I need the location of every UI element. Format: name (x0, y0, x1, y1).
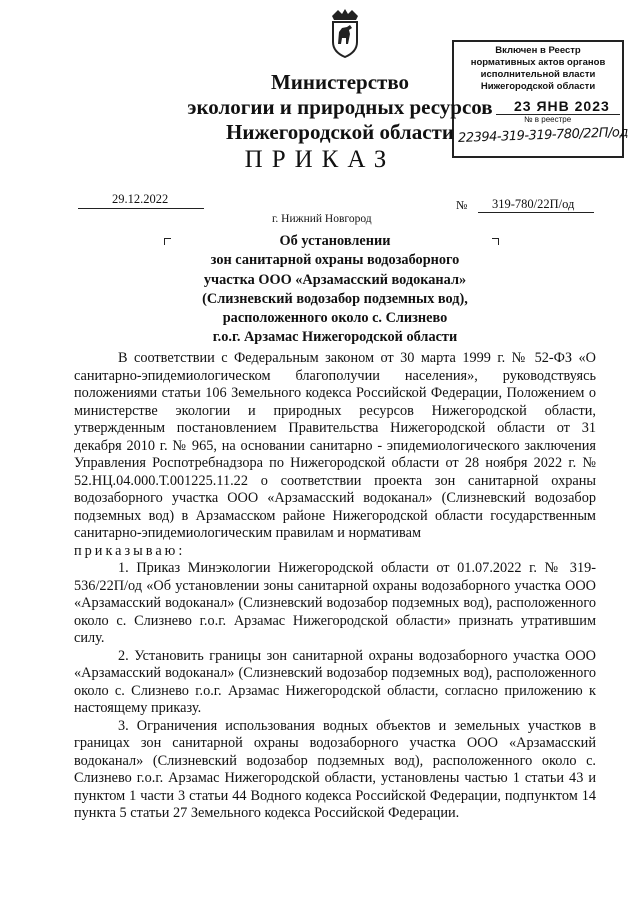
subject-line: г.о.г. Арзамас Нижегородской области (212, 329, 458, 346)
order-word: приказываю: (74, 542, 186, 559)
ministry-name (150, 70, 530, 145)
date-underline (78, 208, 204, 209)
stamp-registry-number: 22394-319-319-780/22П/од (457, 125, 629, 146)
subject-line: участка ООО «Арзамасский водоканал» (203, 271, 467, 288)
preamble-paragraph: В соответствии с Федеральным законом от 30 марта 1999 г. № 52-ФЗ «О санитарно-эпидемиологическом благополучии населения», руководствуясь положениями статьи 106 Земельного кодекса Российской Федерации, Положением о министерстве экологии и природных ресурсов Нижегородской области, утвержденным постановлением Правительства Нижегородской области от 31 декабря 2010 г. № 965, на основании санитарно - эпидемиологического заключения Управления Роспотребнадзора по Нижегородской области от 28 ноября 2022 г. № 52.НЦ.04.000.Т.001225.11.22 о соответствии проекта зон санитарной охраны водозаборного участка ООО «Арзамасский водоканал» (Слизневский водозабор подземных вод) в Арзамасском районе Нижегородской области государственным санитарно-эпидемиологическим правилам и нормативам (74, 350, 596, 541)
number-label: № (456, 198, 468, 212)
number-underline (478, 212, 594, 213)
order-item: 2. Установить границы зон санитарной охраны водозаборного участка ООО «Арзамасский водоканал» (Слизневский водозабор подземных вод), расположенного около с. Слизнево г.о.г. Арзамас Нижегородской области, согласно приложению к настоящему приказу. (74, 647, 596, 716)
document-city: г. Нижний Новгород (272, 213, 372, 225)
subject-line: (Слизневский водозабор подземных вод), (202, 290, 468, 307)
order-item: 1. Приказ Минэкологии Нижегородской области от 01.07.2022 г. № 319-536/22П/од «Об установлении зоны санитарной охраны водозаборного участка ООО «Арзамасский водоканал» (Слизневский водозабор подземных вод), расположенного около с. Слизнево г.о.г. Арзамас Нижегородской области» признать утратившим силу. (74, 560, 596, 646)
ministry-line: Министерство (270, 70, 410, 94)
stamp-date: 23 ЯНВ 2023 (514, 98, 610, 114)
subject-line: Об установлении (279, 233, 391, 249)
ministry-line: Нижегородской области (226, 120, 454, 144)
subject-line: зон санитарной охраны водозаборного (210, 252, 460, 269)
stamp-line: Включен в Реестр (495, 45, 581, 56)
stamp-registry-label: № в реестре (524, 115, 572, 124)
stamp-line: исполнительной власти (480, 69, 596, 80)
coat-of-arms-icon (328, 8, 362, 58)
document-date: 29.12.2022 (112, 192, 169, 206)
order-item: 3. Ограничения использования водных объектов и земельных участков в границах зон санитарной охраны водозаборного участка ООО «Арзамасский водоканал» (Слизневский водозабор подземных вод), расположенного около с. Слизнево г.о.г. Арзамас Нижегородской области, установлены частью 1 статьи 43 и пунктом 1 части 3 статьи 44 Водного кодекса Российской Федерации, подпунктом 14 пункта 5 статьи 27 Земельного кодекса Российской Федерации. (74, 717, 596, 821)
document-number: 319-780/22П/од (492, 197, 575, 211)
stamp-line: нормативных актов органов (470, 57, 606, 68)
document-subject (150, 232, 520, 348)
stamp-line: Нижегородской области (480, 81, 596, 92)
subject-line: расположенного около с. Слизнево (222, 310, 448, 327)
document-body (74, 350, 596, 823)
document-type-title: ПРИКАЗ (244, 146, 396, 173)
ministry-line: экологии и природных ресурсов (187, 95, 493, 119)
